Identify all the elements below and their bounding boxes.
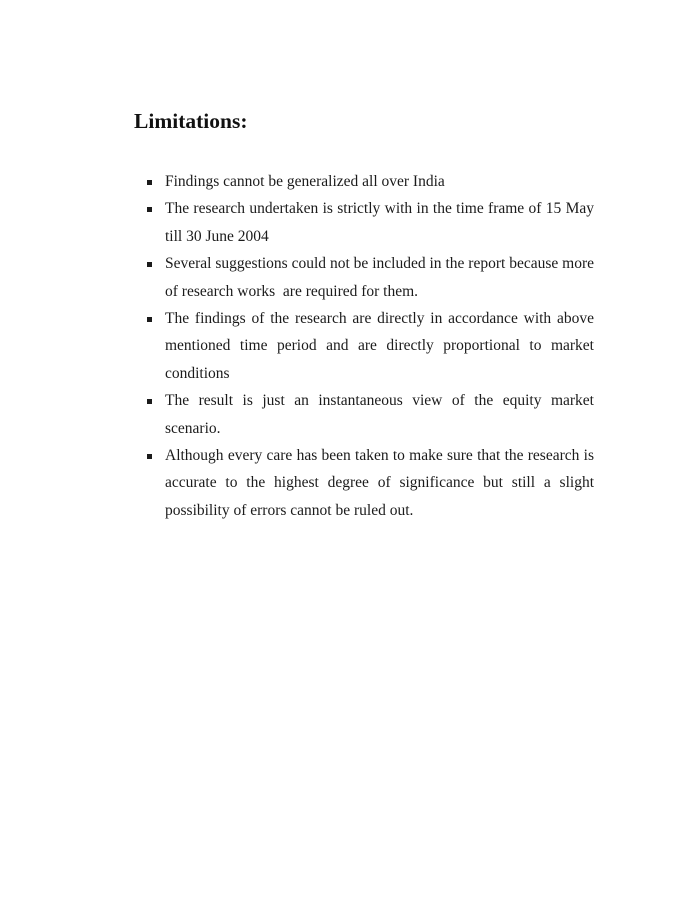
list-item-text: The result is just an instantaneous view of the equity market scenario. [165, 392, 594, 437]
list-item [147, 442, 594, 524]
list-item-text: Although every care has been taken to make sure that the research is accurate to the highest degree of significance but still a slight possibility of errors cannot be ruled out. [165, 447, 594, 519]
page-title: Limitations: [134, 109, 248, 133]
list-item [147, 250, 594, 305]
bullet-square-icon [147, 180, 152, 185]
list-item-text: Findings cannot be generalized all over India [165, 173, 445, 190]
bullet-square-icon [147, 317, 152, 322]
list-item-text: The findings of the research are directly in accordance with above mentioned time period and are directly proportional to market conditions [165, 310, 594, 382]
list-item-text: The research undertaken is strictly with in the time frame of 15 May till 30 June 2004 [165, 200, 594, 245]
list-item [147, 305, 594, 387]
list-item [147, 168, 594, 195]
bullet-square-icon [147, 207, 152, 212]
list-item [147, 387, 594, 442]
list-item [147, 195, 594, 250]
bullet-square-icon [147, 399, 152, 404]
limitations-list [147, 168, 594, 524]
bullet-square-icon [147, 262, 152, 267]
bullet-square-icon [147, 454, 152, 459]
list-item-text: Several suggestions could not be included in the report because more of research works are required for them. [165, 255, 594, 300]
